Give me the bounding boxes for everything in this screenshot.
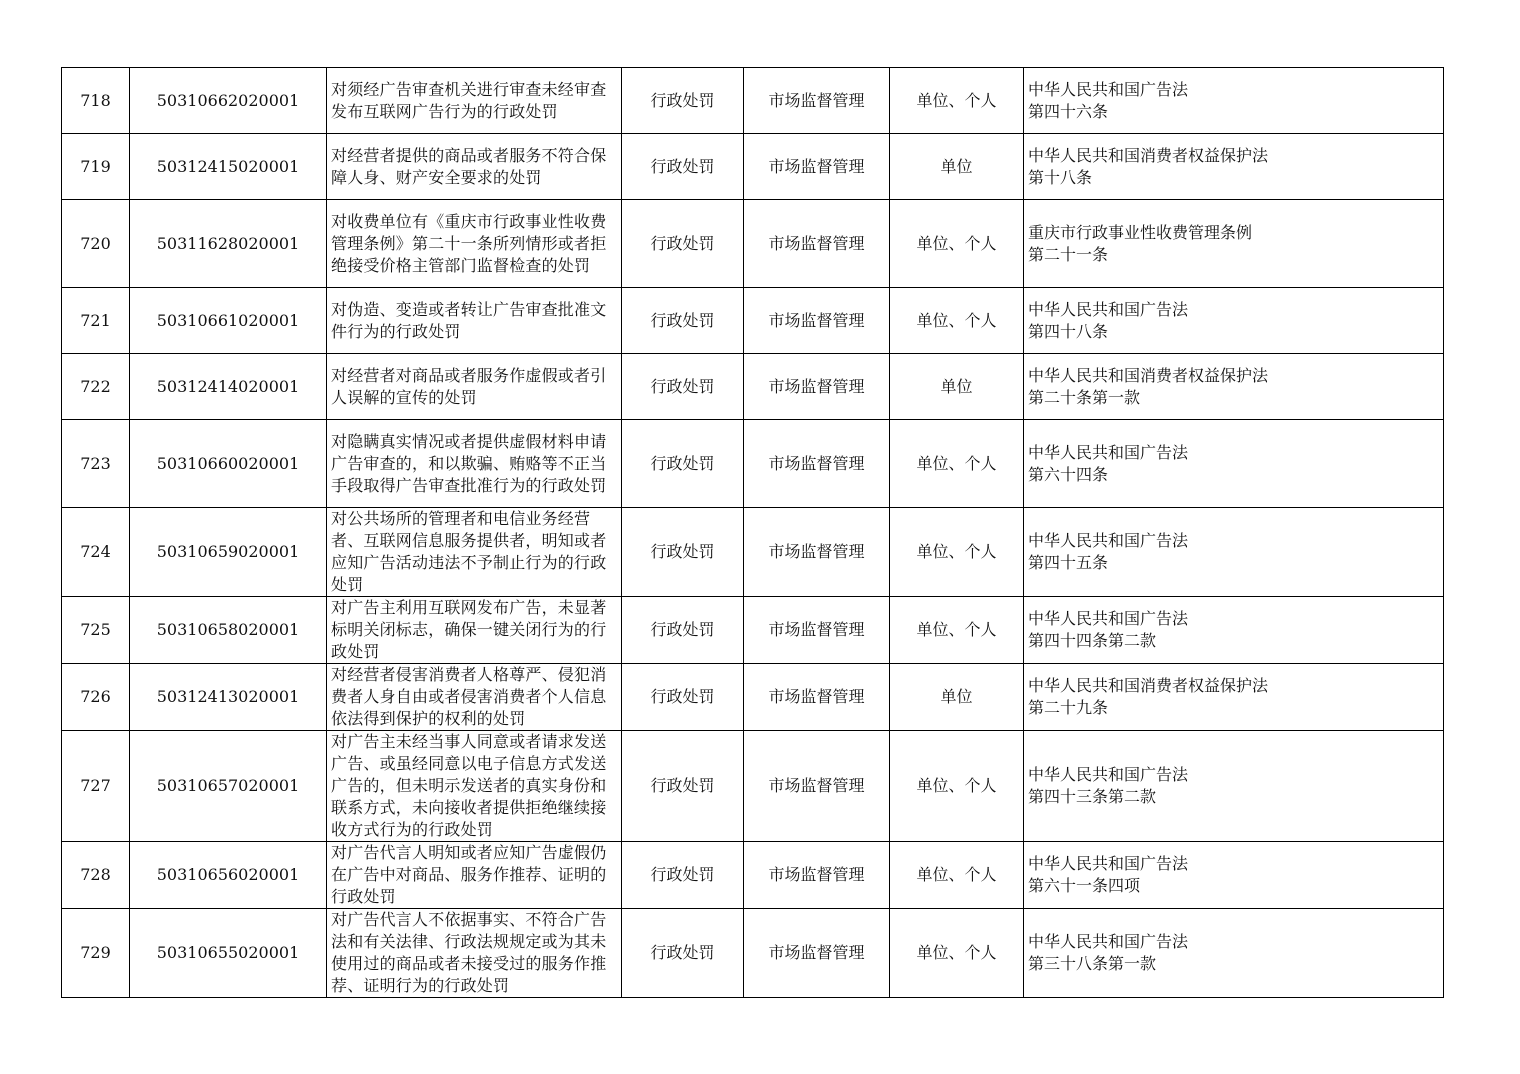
target-subject: 单位、个人: [890, 597, 1024, 664]
target-subject: 单位、个人: [890, 508, 1024, 597]
law-name: 中华人民共和国消费者权益保护法: [1028, 676, 1269, 695]
law-article: 第六十四条: [1028, 464, 1109, 484]
table-row: [62, 597, 1444, 664]
item-description: 对隐瞒真实情况或者提供虚假材料申请广告审查的，和以欺骗、贿赂等不正当手段取得广告审查批准行为的行政处罚: [327, 420, 622, 508]
department: 市场监督管理: [744, 68, 890, 134]
row-number: 719: [62, 134, 130, 200]
target-subject: 单位、个人: [890, 288, 1024, 354]
item-code: 50310661020001: [130, 288, 327, 354]
item-code: 50310659020001: [130, 508, 327, 597]
table-row: [62, 508, 1444, 597]
row-number: 721: [62, 288, 130, 354]
legal-basis: [1024, 420, 1444, 508]
legal-basis: [1024, 731, 1444, 842]
row-number: 727: [62, 731, 130, 842]
table-row: [62, 731, 1444, 842]
row-number: 723: [62, 420, 130, 508]
table-row: [62, 288, 1444, 354]
item-description: 对经营者侵害消费者人格尊严、侵犯消费者人身自由或者侵害消费者个人信息依法得到保护的权利的处罚: [327, 664, 622, 731]
item-code: 50312415020001: [130, 134, 327, 200]
department: 市场监督管理: [744, 420, 890, 508]
law-name: 中华人民共和国广告法: [1028, 609, 1189, 628]
legal-basis: [1024, 597, 1444, 664]
power-type: 行政处罚: [622, 842, 744, 909]
law-article: 第二十条第一款: [1028, 387, 1141, 407]
power-type: 行政处罚: [622, 288, 744, 354]
item-description: 对经营者提供的商品或者服务不符合保障人身、财产安全要求的处罚: [327, 134, 622, 200]
power-type: 行政处罚: [622, 597, 744, 664]
item-code: 50310658020001: [130, 597, 327, 664]
table-row: [62, 68, 1444, 134]
item-description: 对收费单位有《重庆市行政事业性收费管理条例》第二十一条所列情形或者拒绝接受价格主管部门监督检查的处罚: [327, 200, 622, 288]
law-name: 中华人民共和国广告法: [1028, 854, 1189, 873]
table-row: [62, 664, 1444, 731]
legal-basis: [1024, 134, 1444, 200]
department: 市场监督管理: [744, 731, 890, 842]
item-description: 对伪造、变造或者转让广告审查批准文件行为的行政处罚: [327, 288, 622, 354]
table-body: [62, 68, 1444, 998]
legal-basis: [1024, 354, 1444, 420]
item-code: 50310655020001: [130, 909, 327, 998]
legal-basis: [1024, 664, 1444, 731]
law-article: 第十八条: [1028, 167, 1093, 187]
item-code: 50310660020001: [130, 420, 327, 508]
item-code: 50310657020001: [130, 731, 327, 842]
target-subject: 单位: [890, 664, 1024, 731]
item-code: 50312414020001: [130, 354, 327, 420]
target-subject: 单位、个人: [890, 731, 1024, 842]
department: 市场监督管理: [744, 354, 890, 420]
law-name: 中华人民共和国广告法: [1028, 79, 1189, 99]
table-row: [62, 420, 1444, 508]
department: 市场监督管理: [744, 288, 890, 354]
law-article: 第六十一条四项: [1028, 876, 1141, 895]
table-row: [62, 200, 1444, 288]
target-subject: 单位、个人: [890, 842, 1024, 909]
table-row: [62, 842, 1444, 909]
department: 市场监督管理: [744, 842, 890, 909]
law-article: 第四十六条: [1028, 101, 1109, 121]
target-subject: 单位、个人: [890, 68, 1024, 134]
department: 市场监督管理: [744, 664, 890, 731]
law-name: 中华人民共和国广告法: [1028, 531, 1189, 550]
row-number: 720: [62, 200, 130, 288]
row-number: 726: [62, 664, 130, 731]
law-name: 中华人民共和国广告法: [1028, 299, 1189, 319]
item-description: 对须经广告审查机关进行审查未经审查发布互联网广告行为的行政处罚: [327, 68, 622, 134]
item-description: 对广告主未经当事人同意或者请求发送广告、或虽经同意以电子信息方式发送广告的，但未明示发送者的真实身份和联系方式，未向接收者提供拒绝继续接收方式行为的行政处罚: [327, 731, 622, 842]
power-type: 行政处罚: [622, 68, 744, 134]
target-subject: 单位、个人: [890, 909, 1024, 998]
data-table: [61, 67, 1444, 998]
law-article: 第二十九条: [1028, 698, 1109, 717]
law-name: 中华人民共和国广告法: [1028, 932, 1189, 951]
item-description: 对公共场所的管理者和电信业务经营者、互联网信息服务提供者，明知或者应知广告活动违法不予制止行为的行政处罚: [327, 508, 622, 597]
row-number: 728: [62, 842, 130, 909]
row-number: 724: [62, 508, 130, 597]
legal-basis: [1024, 288, 1444, 354]
department: 市场监督管理: [744, 508, 890, 597]
legal-basis: [1024, 842, 1444, 909]
item-code: 50311628020001: [130, 200, 327, 288]
department: 市场监督管理: [744, 134, 890, 200]
target-subject: 单位: [890, 354, 1024, 420]
row-number: 729: [62, 909, 130, 998]
law-name: 中华人民共和国广告法: [1028, 442, 1189, 462]
law-name: 中华人民共和国消费者权益保护法: [1028, 365, 1269, 385]
power-type: 行政处罚: [622, 420, 744, 508]
table-row: [62, 134, 1444, 200]
power-type: 行政处罚: [622, 354, 744, 420]
law-article: 第四十四条第二款: [1028, 631, 1157, 650]
power-type: 行政处罚: [622, 134, 744, 200]
legal-basis: [1024, 909, 1444, 998]
power-type: 行政处罚: [622, 508, 744, 597]
item-description: 对广告代言人明知或者应知广告虚假仍在广告中对商品、服务作推荐、证明的行政处罚: [327, 842, 622, 909]
law-article: 第四十八条: [1028, 321, 1109, 341]
power-type: 行政处罚: [622, 200, 744, 288]
legal-basis: [1024, 68, 1444, 134]
law-article: 第二十一条: [1028, 244, 1109, 264]
law-name: 中华人民共和国消费者权益保护法: [1028, 145, 1269, 165]
row-number: 725: [62, 597, 130, 664]
department: 市场监督管理: [744, 909, 890, 998]
item-code: 50312413020001: [130, 664, 327, 731]
law-article: 第三十八条第一款: [1028, 954, 1157, 973]
law-name: 重庆市行政事业性收费管理条例: [1028, 222, 1253, 242]
law-name: 中华人民共和国广告法: [1028, 765, 1189, 784]
item-description: 对广告代言人不依据事实、不符合广告法和有关法律、行政法规规定或为其未使用过的商品或者未接受过的服务作推荐、证明行为的行政处罚: [327, 909, 622, 998]
power-type: 行政处罚: [622, 664, 744, 731]
law-article: 第四十三条第二款: [1028, 787, 1157, 806]
target-subject: 单位: [890, 134, 1024, 200]
table-row: [62, 909, 1444, 998]
legal-basis: [1024, 508, 1444, 597]
department: 市场监督管理: [744, 597, 890, 664]
item-description: 对广告主利用互联网发布广告，未显著标明关闭标志，确保一键关闭行为的行政处罚: [327, 597, 622, 664]
item-description: 对经营者对商品或者服务作虚假或者引人误解的宣传的处罚: [327, 354, 622, 420]
legal-basis: [1024, 200, 1444, 288]
target-subject: 单位、个人: [890, 420, 1024, 508]
row-number: 722: [62, 354, 130, 420]
table-row: [62, 354, 1444, 420]
power-type: 行政处罚: [622, 909, 744, 998]
item-code: 50310662020001: [130, 68, 327, 134]
law-article: 第四十五条: [1028, 553, 1109, 572]
item-code: 50310656020001: [130, 842, 327, 909]
row-number: 718: [62, 68, 130, 134]
department: 市场监督管理: [744, 200, 890, 288]
power-type: 行政处罚: [622, 731, 744, 842]
target-subject: 单位、个人: [890, 200, 1024, 288]
